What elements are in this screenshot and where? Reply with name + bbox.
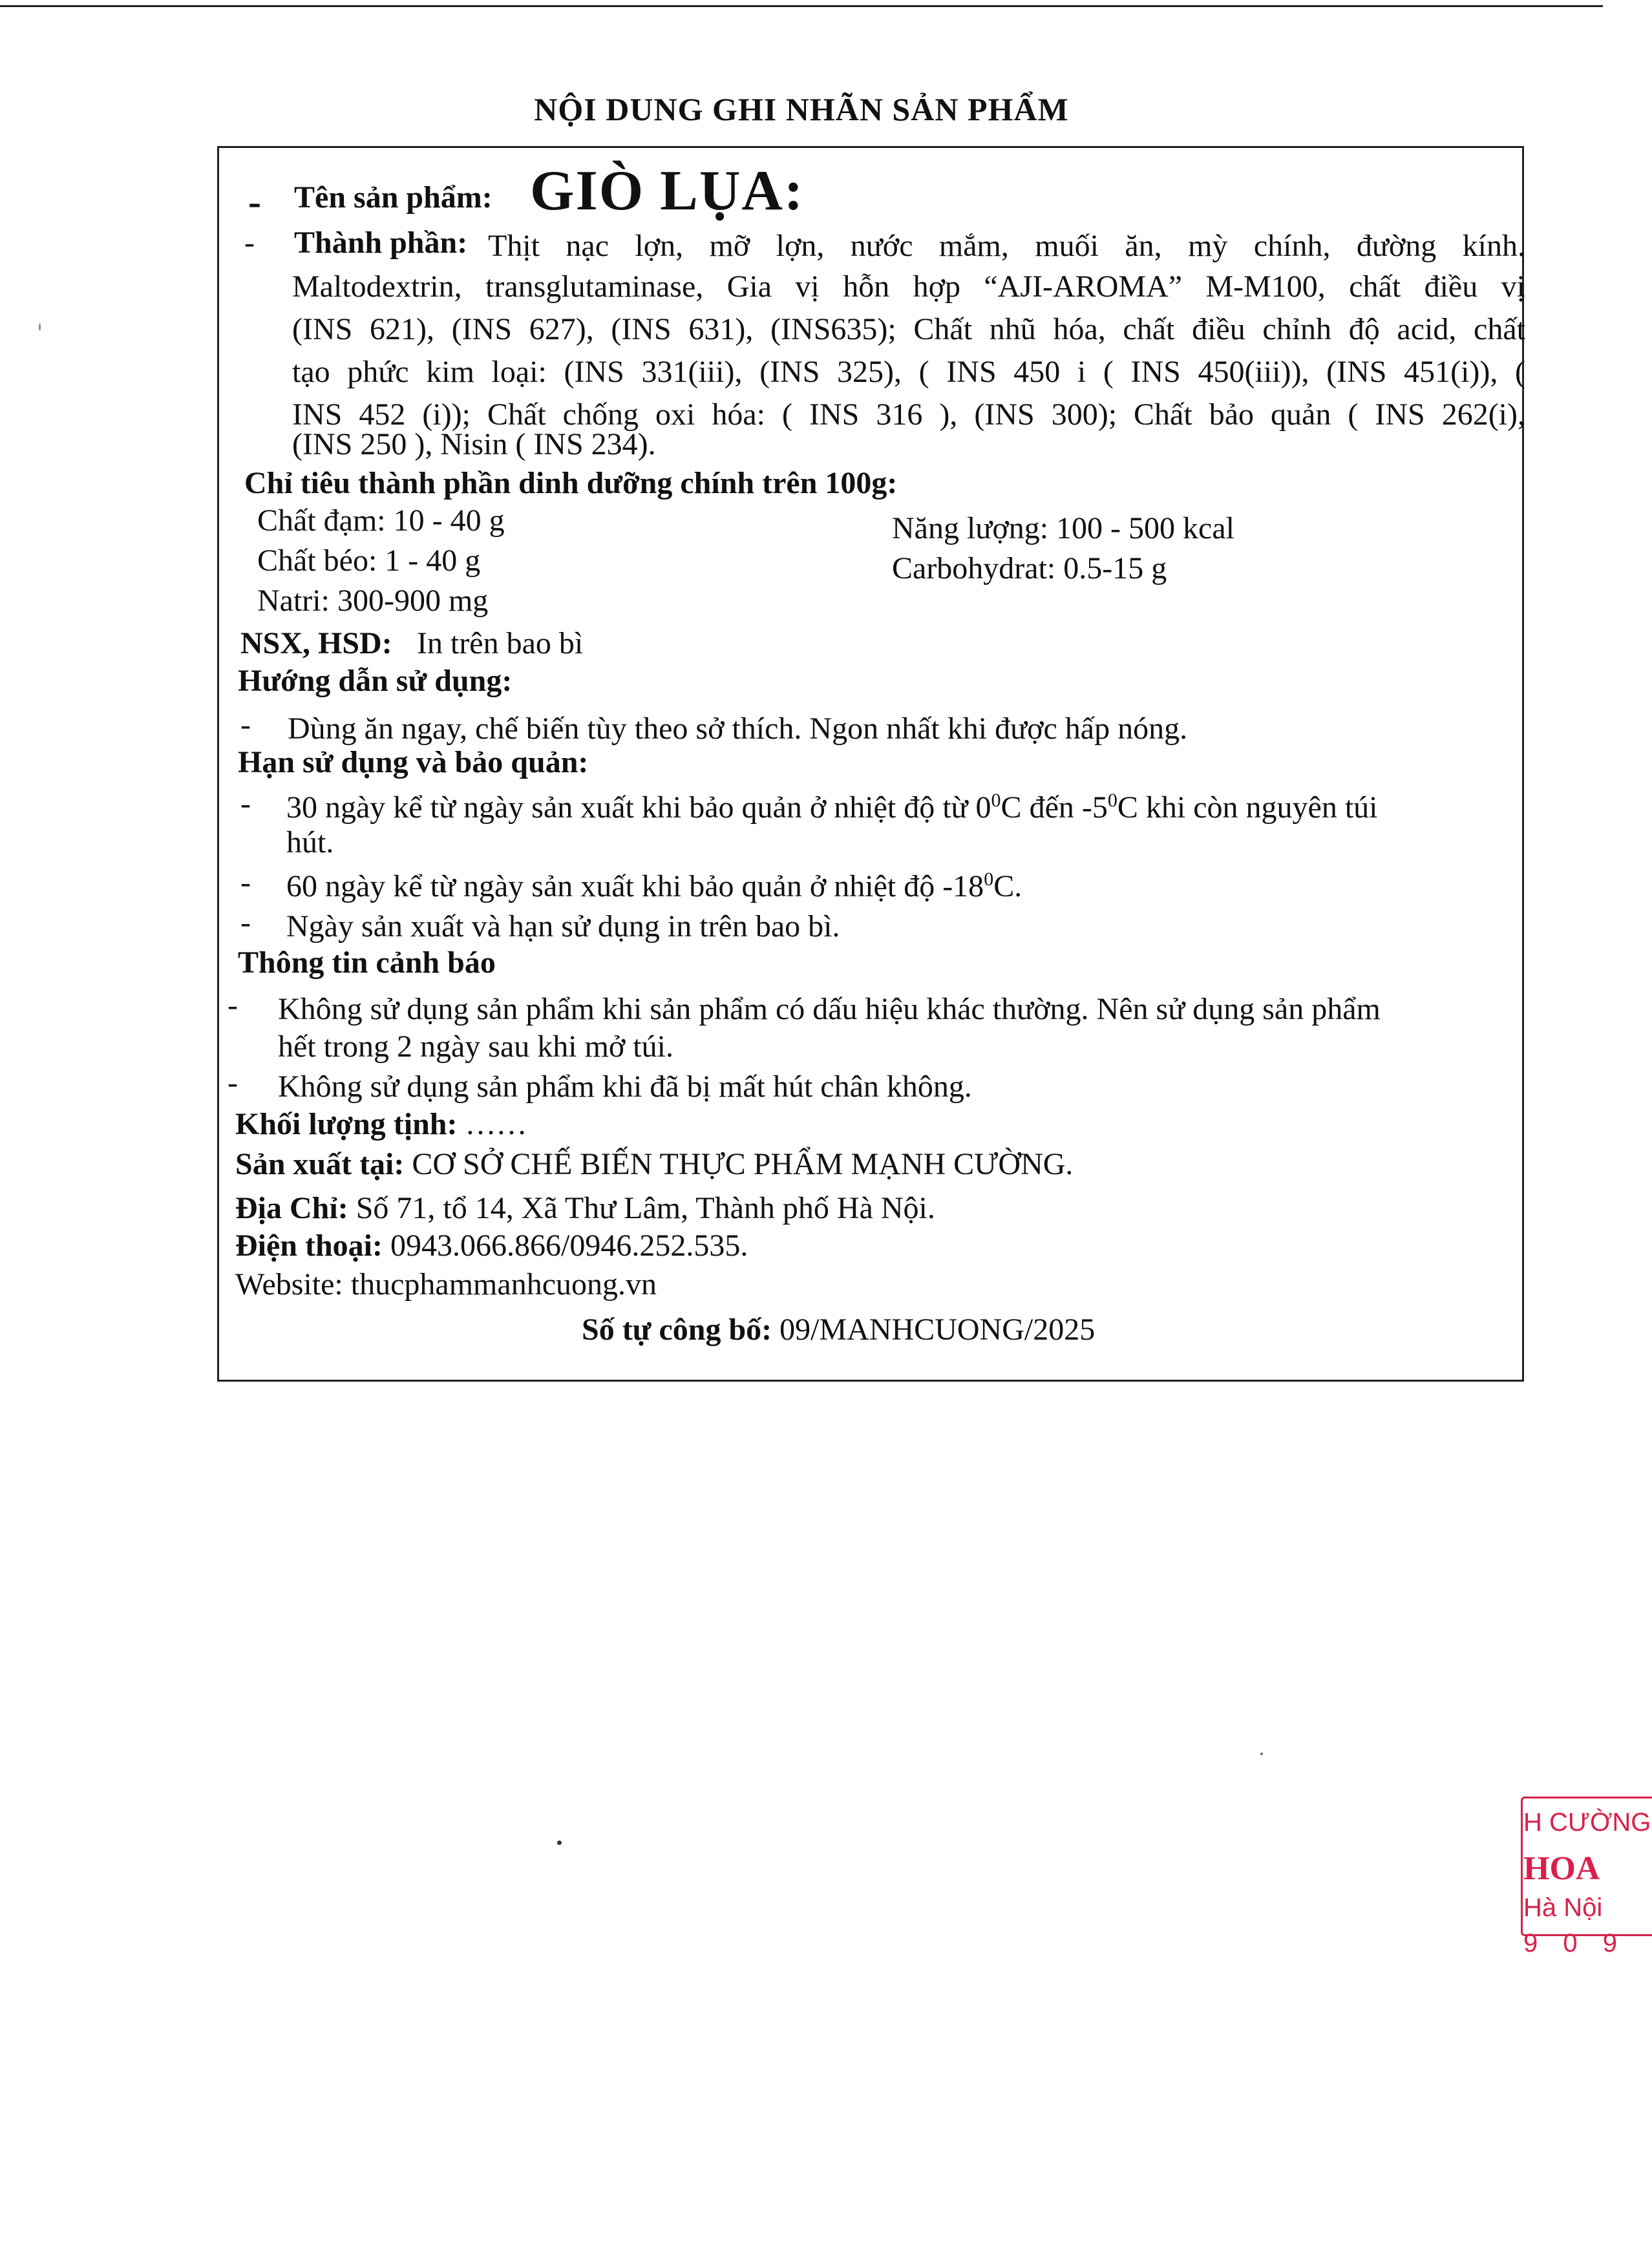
- bullet-dash: -: [228, 1066, 238, 1100]
- storage-item-1-continued: hút.: [286, 825, 334, 859]
- usage-item: Dùng ăn ngay, chế biến tùy theo sở thích. Ngon nhất khi được hấp nóng.: [288, 712, 1188, 746]
- ingredients-line: tạo phức kim loại: (INS 331(iii), (INS 325), ( INS 450 i ( INS 450(iii)), (INS 451(i)), (: [292, 355, 1525, 389]
- declaration-number: Số tự công bố: 09/MANHCUONG/2025: [582, 1313, 1096, 1347]
- stamp-text: HOA: [1523, 1850, 1600, 1887]
- ingredients-line: (INS 250 ), Nisin ( INS 234).: [292, 427, 656, 461]
- nutrition-carbohydrate: Carbohydrat: 0.5-15 g: [892, 551, 1167, 585]
- storage-item-3: Ngày sản xuất và hạn sử dụng in trên bao bì.: [286, 909, 840, 944]
- bullet-dash: -: [228, 988, 238, 1022]
- nutrition-energy: Năng lượng: 100 - 500 kcal: [892, 511, 1234, 545]
- address: Địa Chỉ: Số 71, tổ 14, Xã Thư Lâm, Thành phố Hà Nội.: [235, 1191, 935, 1225]
- bullet-dash: -: [240, 865, 251, 900]
- warning-item-2: Không sử dụng sản phẩm khi đã bị mất hút chân không.: [278, 1070, 972, 1104]
- product-name: GIÒ LỤA:: [530, 160, 805, 222]
- scan-speck: [39, 323, 41, 331]
- company-stamp: [1509, 1797, 1651, 1957]
- bullet-dash: -: [244, 226, 255, 260]
- page-title: NỘI DUNG GHI NHÃN SẢN PHẨM: [534, 91, 1069, 127]
- bullet-dash: -: [248, 180, 261, 223]
- storage-item-2: 60 ngày kể từ ngày sản xuất khi bảo quản ở nhiệt độ $-18^0C$.: [286, 869, 1022, 903]
- nutrition-fat: Chất béo: 1 - 40 g: [257, 543, 481, 578]
- warning-title: Thông tin cảnh báo: [238, 945, 496, 980]
- scan-speck: [557, 1840, 562, 1845]
- usage-title: Hướng dẫn sử dụng:: [238, 664, 513, 698]
- ingredients-line: Maltodextrin, transglutaminase, Gia vị hỗn hợp “AJI-AROMA” M-M100, chất điều vị: [292, 269, 1525, 304]
- warning-item-1: Không sử dụng sản phẩm khi sản phẩm có dấu hiệu khác thường. Nên sử dụng sản phẩm: [278, 992, 1381, 1026]
- dates-value: In trên bao bì: [417, 626, 584, 660]
- stamp-text: H CƯỜNG: [1523, 1808, 1651, 1837]
- storage-title: Hạn sử dụng và bảo quản:: [238, 745, 589, 779]
- ingredients-line: Thịt nạc lợn, mỡ lợn, nước mắm, muối ăn, mỳ chính, đường kính.: [488, 229, 1525, 263]
- ingredients-label: Thành phần:: [294, 226, 468, 260]
- nutrition-sodium: Natri: 300-900 mg: [257, 584, 489, 618]
- product-name-label: Tên sản phẩm:: [294, 180, 492, 215]
- website: Website: thucphammanhcuong.vn: [235, 1267, 657, 1302]
- bullet-dash: -: [240, 708, 251, 742]
- ingredients-line: INS 452 (i)); Chất chống oxi hóa: ( INS 316 ), (INS 300); Chất bảo quản ( INS 262(i),: [292, 397, 1525, 432]
- bullet-dash: -: [240, 905, 251, 940]
- stamp-text: 9 0 9: [1523, 1929, 1626, 1957]
- producer: Sản xuất tại: CƠ SỞ CHẾ BIẾN THỰC PHẨM MẠNH CƯỜNG.: [235, 1147, 1074, 1181]
- phone: Điện thoại: 0943.066.866/0946.252.535.: [235, 1228, 748, 1263]
- storage-item-1: 30 ngày kể từ ngày sản xuất khi bảo quản ở nhiệt độ từ $0^0C$ đến $-5^0C$ khi còn nguyên túi: [286, 790, 1378, 825]
- dates-label: NSX, HSD:: [240, 626, 392, 660]
- bullet-dash: -: [240, 786, 251, 821]
- warning-item-1-continued: hết trong 2 ngày sau khi mở túi.: [278, 1029, 673, 1064]
- nutrition-protein: Chất đạm: 10 - 40 g: [257, 503, 505, 538]
- stamp-text: Hà Nội: [1523, 1893, 1603, 1922]
- scan-speck: [1260, 1753, 1263, 1755]
- ingredients-line: (INS 621), (INS 627), (INS 631), (INS635); Chất nhũ hóa, chất điều chỉnh độ acid, chất: [292, 312, 1525, 346]
- net-weight: Khối lượng tịnh: ……: [235, 1107, 527, 1141]
- nutrition-title: Chỉ tiêu thành phần dinh dưỡng chính trên 100g:: [244, 466, 898, 500]
- scan-top-edge: [0, 5, 1603, 7]
